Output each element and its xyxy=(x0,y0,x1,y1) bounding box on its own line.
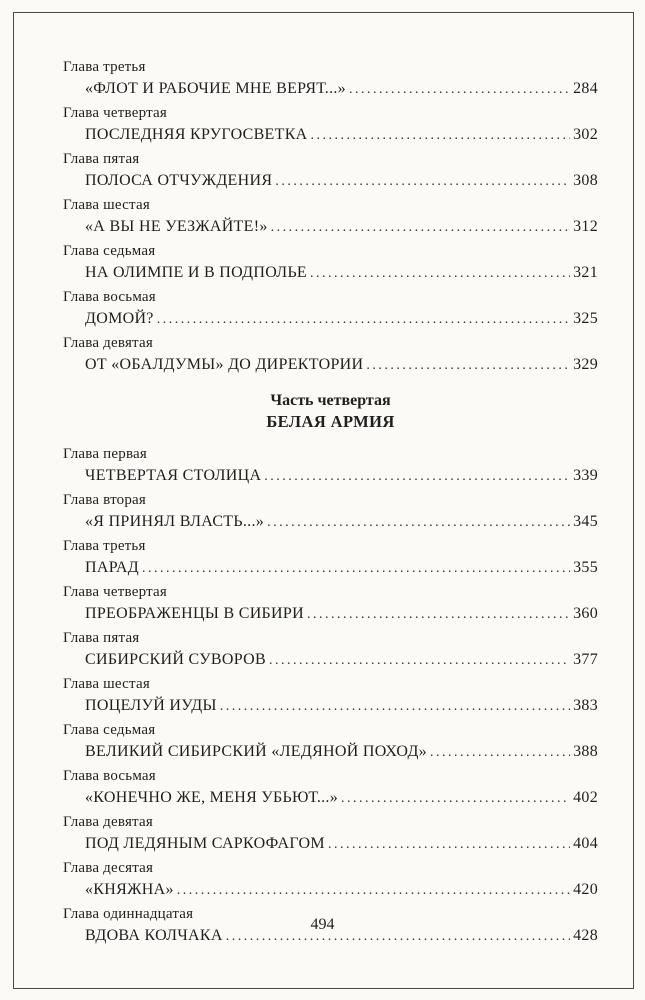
chapter-page-number: 388 xyxy=(573,743,598,760)
chapter-title: ВДОВА КОЛЧАКА xyxy=(85,927,223,944)
dot-leader xyxy=(269,650,570,671)
chapter-title: ОТ «ОБАЛДУМЫ» ДО ДИРЕКТОРИИ xyxy=(85,356,364,373)
dot-leader xyxy=(177,880,570,901)
chapter-page-number: 339 xyxy=(573,467,598,484)
toc-entry xyxy=(63,445,598,487)
chapter-title: «КНЯЖНА» xyxy=(85,881,174,898)
chapter-page-number: 428 xyxy=(573,927,598,944)
chapter-label: Глава седьмая xyxy=(63,243,156,259)
chapter-label: Глава шестая xyxy=(63,197,150,213)
dot-leader xyxy=(311,125,571,146)
dot-leader xyxy=(142,558,570,579)
toc-entry-line xyxy=(63,171,598,192)
toc-entry xyxy=(63,537,598,579)
chapter-page-number: 383 xyxy=(573,697,598,714)
toc-entry xyxy=(63,721,598,763)
toc-entry-line xyxy=(63,742,598,763)
dot-leader xyxy=(349,79,570,100)
chapter-label: Глава пятая xyxy=(63,151,140,167)
dot-leader xyxy=(366,355,570,376)
chapter-page-number: 329 xyxy=(573,356,598,373)
section-title-label: БЕЛАЯ АРМИЯ xyxy=(266,412,395,431)
dot-leader xyxy=(430,742,570,763)
chapter-page-number: 308 xyxy=(573,172,598,189)
toc-entry xyxy=(63,583,598,625)
dot-leader xyxy=(267,512,570,533)
toc-entry-line xyxy=(63,880,598,901)
toc-entry xyxy=(63,675,598,717)
chapter-title: ПАРАД xyxy=(85,559,139,576)
toc-entry xyxy=(63,334,598,376)
chapter-page-number: 360 xyxy=(573,605,598,622)
chapter-title: ЧЕТВЕРТАЯ СТОЛИЦА xyxy=(85,467,262,484)
toc-entry-line xyxy=(63,558,598,579)
dot-leader xyxy=(264,466,570,487)
toc-entry xyxy=(63,196,598,238)
dot-leader xyxy=(307,604,570,625)
toc-entry xyxy=(63,491,598,533)
toc-entry-line xyxy=(63,650,598,671)
chapter-label: Глава седьмая xyxy=(63,722,156,738)
chapter-title: ПОЛОСА ОТЧУЖДЕНИЯ xyxy=(85,172,273,189)
chapter-label: Глава пятая xyxy=(63,630,140,646)
chapter-page-number: 321 xyxy=(573,264,598,281)
dot-leader xyxy=(328,834,570,855)
chapter-title: НА ОЛИМПЕ И В ПОДПОЛЬЕ xyxy=(85,264,308,281)
chapter-title: ДОМОЙ? xyxy=(85,310,154,327)
chapter-title: «ФЛОТ И РАБОЧИЕ МНЕ ВЕРЯТ...» xyxy=(85,80,346,97)
dot-leader xyxy=(310,263,570,284)
chapter-label: Глава восьмая xyxy=(63,289,156,305)
chapter-label: Глава третья xyxy=(63,59,146,75)
toc-entry-line xyxy=(63,355,598,376)
toc-entry xyxy=(63,58,598,100)
dot-leader xyxy=(275,171,570,192)
chapter-page-number: 402 xyxy=(573,789,598,806)
table-of-contents xyxy=(63,58,598,951)
chapter-label: Глава восьмая xyxy=(63,768,156,784)
chapter-page-number: 284 xyxy=(573,80,598,97)
chapter-label: Глава первая xyxy=(63,446,148,462)
toc-entry-line xyxy=(63,263,598,284)
dot-leader xyxy=(271,217,570,238)
toc-entry-line xyxy=(63,217,598,238)
toc-entry xyxy=(63,104,598,146)
chapter-label: Глава десятая xyxy=(63,860,154,876)
chapter-title: ПОСЛЕДНЯЯ КРУГОСВЕТКА xyxy=(85,126,308,143)
chapter-page-number: 404 xyxy=(573,835,598,852)
chapter-label: Глава вторая xyxy=(63,492,147,508)
chapter-page-number: 420 xyxy=(573,881,598,898)
toc-entry xyxy=(63,813,598,855)
chapter-label: Глава девятая xyxy=(63,335,153,351)
chapter-page-number: 345 xyxy=(573,513,598,530)
dot-leader xyxy=(341,788,570,809)
chapter-label: Глава девятая xyxy=(63,814,153,830)
chapter-label: Глава четвертая xyxy=(63,105,167,121)
toc-entry-line xyxy=(63,834,598,855)
toc-entry xyxy=(63,859,598,901)
dot-leader xyxy=(157,309,570,330)
chapter-title: СИБИРСКИЙ СУВОРОВ xyxy=(85,651,266,668)
chapter-title: «Я ПРИНЯЛ ВЛАСТЬ...» xyxy=(85,513,265,530)
toc-entry-line xyxy=(63,125,598,146)
chapter-page-number: 355 xyxy=(573,559,598,576)
toc-entry-line xyxy=(63,696,598,717)
toc-sections xyxy=(63,58,598,947)
chapter-title: «А ВЫ НЕ УЕЗЖАЙТЕ!» xyxy=(85,218,268,235)
toc-entry-line xyxy=(63,79,598,100)
footer-page-number: 494 xyxy=(310,916,335,933)
chapter-label: Глава третья xyxy=(63,538,146,554)
toc-entry-line xyxy=(63,309,598,330)
chapter-title: «КОНЕЧНО ЖЕ, МЕНЯ УБЬЮТ...» xyxy=(85,789,339,806)
dot-leader xyxy=(220,696,570,717)
section-heading xyxy=(63,390,598,433)
chapter-title: ВЕЛИКИЙ СИБИРСКИЙ «ЛЕДЯНОЙ ПОХОД» xyxy=(85,743,427,760)
toc-entry-line xyxy=(63,466,598,487)
chapter-title: ПОЦЕЛУЙ ИУДЫ xyxy=(85,697,217,714)
chapter-page-number: 325 xyxy=(573,310,598,327)
chapter-label: Глава одиннадцатая xyxy=(63,906,194,922)
toc-entry-line xyxy=(63,512,598,533)
chapter-page-number: 302 xyxy=(573,126,598,143)
chapter-label: Глава четвертая xyxy=(63,584,167,600)
chapter-title: ПРЕОБРАЖЕНЦЫ В СИБИРИ xyxy=(85,605,304,622)
chapter-title: ПОД ЛЕДЯНЫМ САРКОФАГОМ xyxy=(85,835,325,852)
toc-entry xyxy=(63,767,598,809)
toc-entry xyxy=(63,242,598,284)
chapter-page-number: 377 xyxy=(573,651,598,668)
toc-entry xyxy=(63,150,598,192)
chapter-page-number: 312 xyxy=(573,218,598,235)
toc-entry xyxy=(63,629,598,671)
chapter-label: Глава шестая xyxy=(63,676,150,692)
toc-entry-line xyxy=(63,604,598,625)
toc-entry xyxy=(63,288,598,330)
toc-entry-line xyxy=(63,788,598,809)
section-part-label: Часть четвертая xyxy=(270,392,391,409)
